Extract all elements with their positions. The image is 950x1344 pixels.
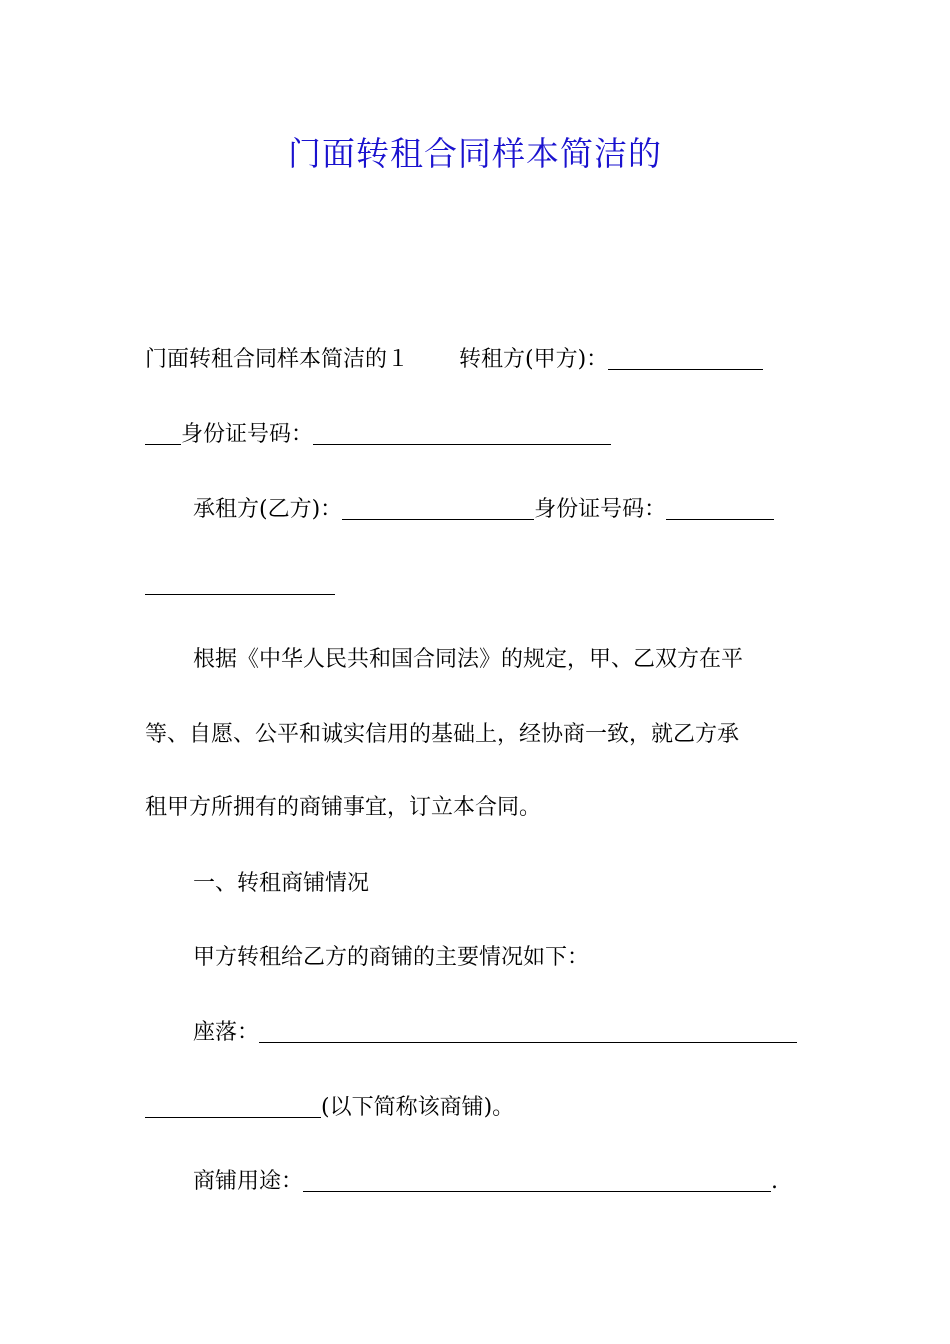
line-lessor	[145, 340, 807, 380]
line-usage	[145, 1162, 855, 1202]
location-blank-cont[interactable]	[145, 1091, 321, 1118]
lessor-name-blank[interactable]	[608, 343, 763, 370]
lessee-id-label: 身份证号码：	[534, 497, 667, 522]
lessor-label: 转租方(甲方)：	[459, 347, 609, 372]
lessor-id-label: 身份证号码：	[181, 422, 314, 447]
usage-end: .	[771, 1169, 779, 1194]
line-location-cont	[145, 1088, 807, 1128]
section-intro: 甲方转租给乙方的商铺的主要情况如下：	[193, 945, 590, 970]
lessee-id-blank[interactable]	[666, 493, 774, 520]
line-lessee	[145, 490, 855, 530]
lessee-name-blank[interactable]	[342, 493, 534, 520]
document-title: 门面转租合同样本简洁的	[288, 134, 662, 173]
line-location	[145, 1013, 855, 1053]
section-heading: 一、转租商铺情况	[193, 871, 370, 896]
line-lessee-id-cont	[145, 565, 807, 605]
location-label: 座落：	[193, 1020, 260, 1045]
usage-label: 商铺用途：	[193, 1169, 304, 1194]
paragraph-line: 根据《中华人民共和国合同法》的规定，甲、乙双方在平	[193, 647, 744, 672]
line-lessor-id	[145, 415, 807, 455]
usage-blank[interactable]	[303, 1165, 771, 1192]
lessor-id-blank[interactable]	[313, 418, 611, 445]
location-blank[interactable]	[259, 1016, 797, 1043]
paragraph-line: 租甲方所拥有的商铺事宜，订立本合同。	[145, 795, 542, 820]
paragraph-line: 等、自愿、公平和诚实信用的基础上，经协商一致，就乙方承	[145, 722, 740, 747]
location-suffix: (以下简称该商铺)。	[321, 1095, 515, 1120]
lessor-name-blank-cont[interactable]	[145, 418, 181, 445]
lessee-label: 承租方(乙方)：	[193, 497, 343, 522]
contract-heading-inline: 门面转租合同样本简洁的１	[145, 347, 410, 372]
lessee-id-blank-cont[interactable]	[145, 568, 335, 595]
